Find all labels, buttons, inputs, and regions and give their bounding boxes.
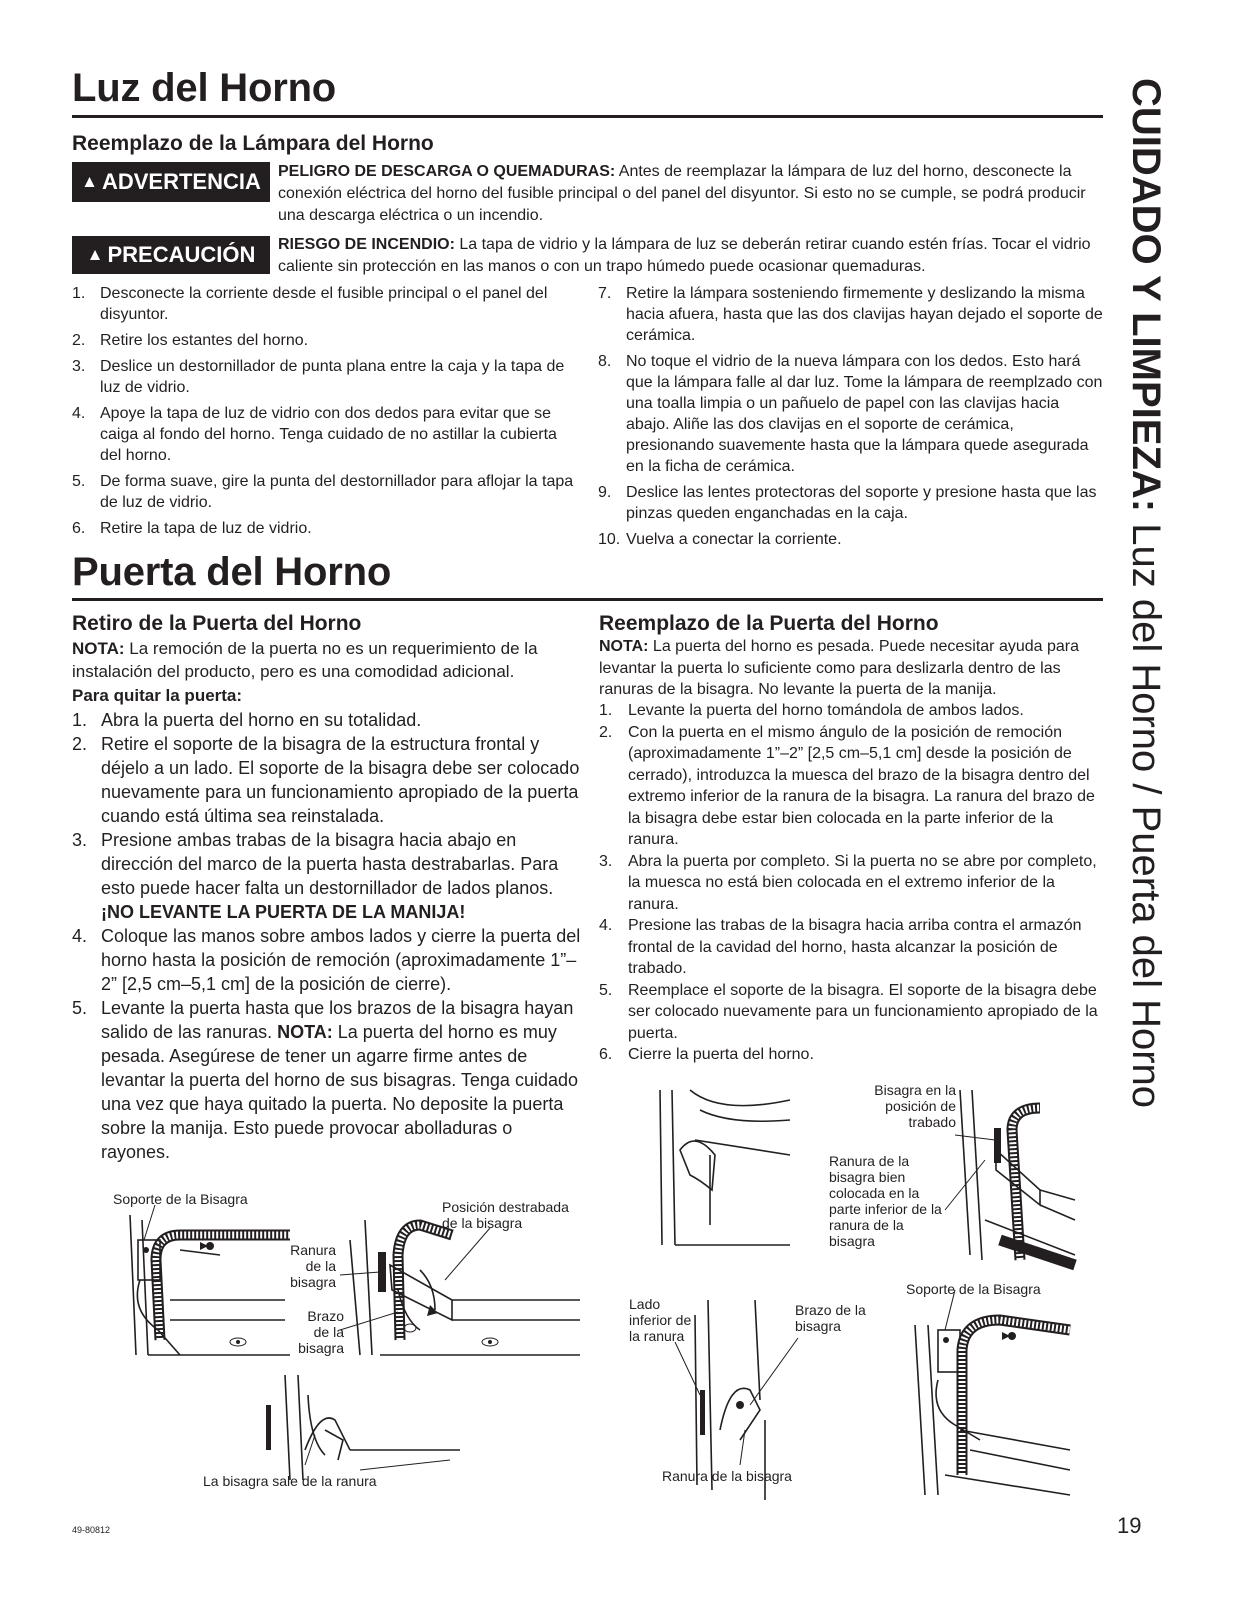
removal-steps — [72, 708, 582, 1164]
warning-badge: ▲ ADVERTENCIA — [72, 162, 270, 202]
list-item: 3. Presione ambas trabas de la bisagra hacia abajo en dirección del marco de la puerta hasta destrabarlas. Para esto puede hacer falta un destornillador de lados planos. ¡NO LEVANTE LA PUERTA DE LA MANIJA! — [72, 830, 559, 922]
list-item: 6. Retire la tapa de luz de vidrio. — [72, 520, 312, 537]
oven-door-title: Puerta del Horno — [72, 550, 392, 594]
hinge-support-drawing — [130, 1215, 290, 1355]
list-item: 1. Levante la puerta del horno tomándola de ambos lados. — [599, 702, 1024, 719]
list-item: 4. Coloque las manos sobre ambos lados y cierre la puerta del horno hasta la posición de remoción (aproximadamente 1”–2” [2,5 cm–5,1 cm] de la posición de cierre). — [72, 926, 581, 994]
label-hinge-slot-replace: Ranura de la bisagra — [662, 1468, 792, 1484]
warning-body: Antes de reemplazar la lámpara de luz del horno, desconecte la conexión eléctrica del horno del fusible principal o del panel del disyuntor. Si esto no se cumple, se podrá producir una descarga eléctrica o un incendio. — [278, 163, 1086, 224]
lamp-steps-left — [72, 283, 577, 544]
caution-heading: RIESGO DE INCENDIO: — [278, 236, 455, 253]
door-divider — [72, 598, 1103, 601]
door-replacement-subtitle: Reemplazo de la Puerta del Horno — [599, 612, 939, 635]
side-tab — [1124, 78, 1168, 1109]
list-item: 1. Abra la puerta del horno en su totalidad. — [72, 710, 422, 730]
title-divider — [72, 115, 1103, 118]
list-item: 2. Retire el soporte de la bisagra de la estructura frontal y déjelo a un lado. El soporte de la bisagra debe ser colocado nuevamente para un funcionamiento apropiado de la puerta cuando está última sea reinstalada. — [72, 734, 580, 826]
list-item: 9. Deslice las lentes protectoras del soporte y presione hasta que las pinzas queden enganchadas en la caja. — [598, 484, 1097, 522]
lamp-replacement-subtitle: Reemplazo de la Lámpara del Horno — [72, 132, 434, 155]
door-hand-drawing — [660, 1090, 790, 1245]
list-item: 7. Retire la lámpara sosteniendo firmemente y deslizando la misma hacia afuera, hasta que las dos clavijas hayan dejado el soporte de cerámica. — [598, 285, 1103, 344]
list-item: 1. Desconecte la corriente desde el fusible principal o el panel del disyuntor. — [72, 285, 548, 323]
label-hinge-support: Soporte de la Bisagra — [113, 1191, 248, 1207]
list-item: 4. Apoye la tapa de luz de vidrio con dos dedos para evitar que se caiga al fondo del horno. Tenga cuidado de no astillar la cubierta del horno. — [72, 405, 557, 464]
hinge-support-replace-drawing — [915, 1320, 1070, 1495]
side-tab-section: CUIDADO Y LIMPIEZA: — [1124, 78, 1168, 513]
list-item: 5. De forma suave, gire la punta del destornillador para aflojar la tapa de luz de vidrio. — [72, 473, 574, 511]
list-item: 2. Con la puerta en el mismo ángulo de la posición de remoción (aproximadamente 1”–2” [2,5 cm–5,1 cm] desde la posición de cerrado), introduzca la muesca del brazo de la bisagra dentro del extremo inferior de la ranura de la bisagra. La ranura del brazo de la bisagra debe estar bien colocada en la parte inferior de la ranura. — [599, 723, 1095, 848]
list-item: 4. Presione las trabas de la bisagra hacia arriba contra el armazón frontal de la cavidad del horno, hasta alcanzar la posición de trabado. — [599, 917, 1082, 977]
page-number: 19 — [1117, 1513, 1142, 1538]
label-hinge-arm: Brazo de la bisagra — [298, 1308, 344, 1356]
warning-icon: ▲ — [81, 172, 98, 191]
label-unlocked-position: Posición destrabada de la bisagra — [442, 1199, 569, 1231]
list-item: 6. Cierre la puerta del horno. — [599, 1046, 814, 1063]
lamp-steps-right — [598, 283, 1104, 555]
label-slot-seated: Ranura de la bisagra bien colocada en la parte inferior de la ranura de la bisagra — [829, 1153, 942, 1249]
list-item: 5. Reemplace el soporte de la bisagra. El soporte de la bisagra debe ser colocado nuevamente para un funcionamiento apropiado de la puerta. — [599, 981, 1098, 1042]
list-item: 8. No toque el vidrio de la nueva lámpara con los dedos. Esto hará que la lámpara falle al dar luz. Tome la lámpara de reemplzado con una toalla limpia o un pañuelo de papel con las clavijas hacia abajo. Aliñe las dos clavijas en el soporte de cerámica, presionando suavemente hasta que la lámpara quede asegurada en la ficha de cerámica. — [598, 353, 1103, 475]
unlocked-hinge-drawing — [350, 1220, 580, 1355]
caution-body: La tapa de vidrio y la lámpara de luz se deberán retirar cuando estén frías. Tocar el vidrio caliente sin protección en las manos o con un trapo húmedo puede ocasionar quemaduras. — [278, 236, 1091, 275]
label-slot-bottom: Lado inferior de la ranura — [629, 1296, 692, 1344]
list-item: 2. Retire los estantes del horno. — [72, 332, 309, 349]
warning-text — [278, 161, 1104, 227]
label-locked-position: Bisagra en la posición de trabado — [874, 1082, 956, 1130]
side-tab-topic: Luz del Horno / Puerta del Horno — [1124, 512, 1168, 1109]
hinge-out-drawing — [266, 1375, 460, 1480]
locked-hinge-drawing — [960, 1090, 1075, 1265]
caution-badge: ▲ PRECAUCIÓN — [72, 236, 270, 274]
replacement-note: NOTA: La puerta del horno es pesada. Puede necesitar ayuda para levantar la puerta lo suficiente como para deslizarla dentro de las ranuras de la bisagra. No levante la puerta de la manija. — [599, 638, 1079, 698]
removal-note: NOTA: La remoción de la puerta no es un requerimiento de la instalación del producto, pero es una comodidad adicional. — [72, 639, 538, 681]
label-hinge-out: La bisagra sale de la ranura — [203, 1473, 377, 1489]
label-hinge-support-replace: Soporte de la Bisagra — [906, 1281, 1041, 1297]
label-hinge-slot: Ranura de la bisagra — [290, 1242, 336, 1290]
list-item: 3. Deslice un destornillador de punta plana entre la caja y la tapa de luz de vidrio. — [72, 358, 565, 396]
list-item: 10. Vuelva a conectar la corriente. — [598, 531, 842, 548]
caution-text — [278, 234, 1108, 278]
oven-light-title: Luz del Horno — [72, 66, 337, 110]
list-item: 5. Levante la puerta hasta que los brazos de la bisagra hayan salido de las ranuras. NOTA: La puerta del horno es muy pesada. Asegúrese de tener un agarre firme antes de levantar la puerta del horno de sus bisagras. Tenga cuidado una vez que haya quitado la puerta. No deposite la puerta sobre la manija. Esto puede provocar abolladuras o rayones. — [72, 998, 578, 1162]
replacement-steps — [599, 700, 1105, 1066]
removal-howto: Para quitar la puerta: — [72, 686, 243, 705]
label-hinge-arm-replace: Brazo de la bisagra — [795, 1302, 866, 1334]
list-item: 3. Abra la puerta por completo. Si la puerta no se abre por completo, la muesca no está bien colocada en el extremo inferior de la ranura. — [599, 852, 1097, 913]
warning-heading: PELIGRO DE DESCARGA O QUEMADURAS: — [278, 163, 616, 180]
document-code: 49-80812 — [72, 1525, 111, 1535]
door-removal-subtitle: Retiro de la Puerta del Horno — [72, 612, 362, 635]
caution-icon: ▲ — [86, 245, 104, 264]
